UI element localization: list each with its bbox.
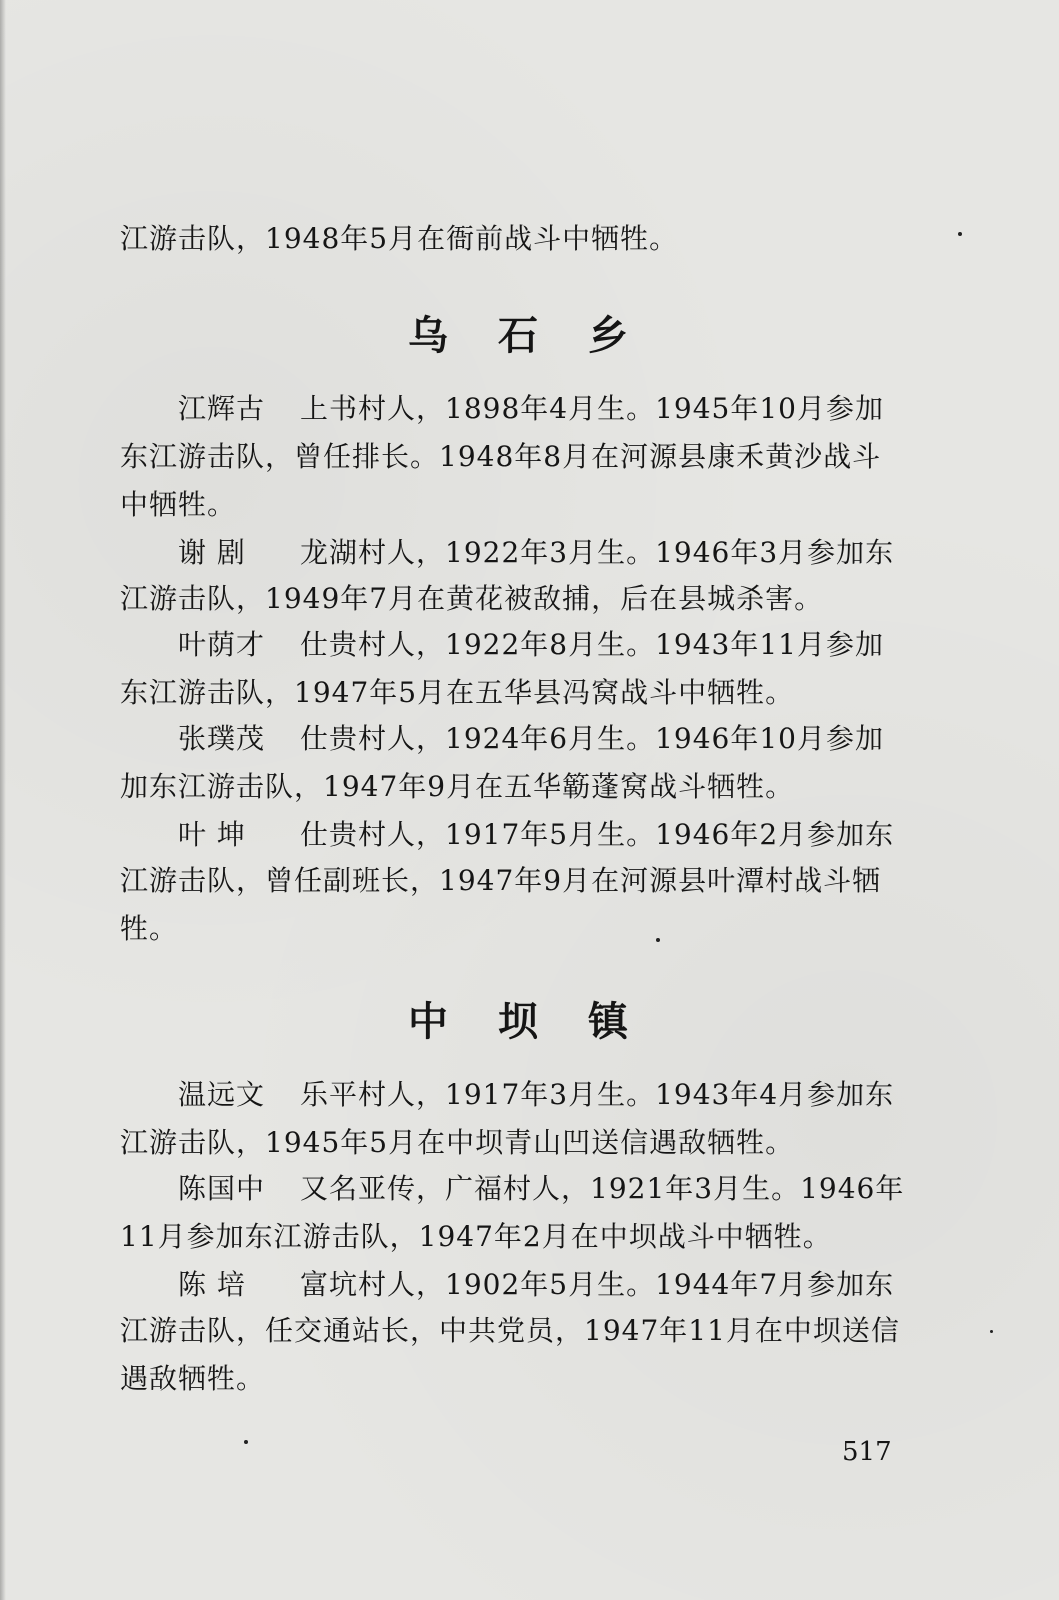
scan-speck [656, 938, 660, 942]
entry-line: 中牺牲。 [120, 488, 237, 521]
entry-line: 东江游击队，曾任排长。1948年8月在河源县康禾黄沙战斗 [120, 440, 882, 473]
entry-first-line [178, 1268, 894, 1302]
entry-line: 江游击队，1945年5月在中坝青山凹送信遇敌牺牲。 [120, 1126, 795, 1159]
entry-first-line [178, 392, 884, 426]
entry-text: 又名亚传，广福村人，1921年3月生。1946年 [300, 1172, 905, 1205]
entry-first-line [178, 628, 884, 662]
entry-name: 陈国中 [178, 1172, 266, 1205]
binding-edge-shadow [0, 0, 6, 1600]
entry-text: 仕贵村人，1922年8月生。1943年11月参加 [300, 628, 884, 661]
scan-speck [244, 1440, 248, 1444]
entry-line: 11月参加东江游击队，1947年2月在中坝战斗中牺牲。 [120, 1220, 832, 1253]
entry-text: 乐平村人，1917年3月生。1943年4月参加东 [300, 1078, 895, 1111]
entry-name: 谢 剧 [178, 536, 246, 569]
entry-line: 东江游击队，1947年5月在五华县冯窝战斗中牺牲。 [120, 676, 795, 709]
section-heading-zhongba: 中坝镇 [408, 998, 678, 1045]
entry-name: 张璞茂 [178, 722, 266, 755]
entry-name: 叶荫才 [178, 628, 266, 661]
entry-name: 江辉古 [178, 392, 266, 425]
entry-line: 江游击队，曾任副班长，1947年9月在河源县叶潭村战斗牺 [120, 864, 882, 897]
entry-text: 上书村人，1898年4月生。1945年10月参加 [300, 392, 884, 425]
entry-first-line [178, 818, 894, 852]
entry-line: 江游击队，任交通站长，中共党员，1947年11月在中坝送信 [120, 1314, 900, 1347]
entry-text: 富坑村人，1902年5月生。1944年7月参加东 [300, 1268, 895, 1301]
entry-text: 仕贵村人，1917年5月生。1946年2月参加东 [300, 818, 895, 851]
entry-text: 仕贵村人，1924年6月生。1946年10月参加 [300, 722, 884, 755]
continuation-line: 江游击队，1948年5月在衙前战斗中牺牲。 [120, 222, 679, 255]
scan-speck [990, 1330, 993, 1333]
entry-name: 陈 培 [178, 1268, 246, 1301]
entry-line: 加东江游击队，1947年9月在五华簕蓬窝战斗牺牲。 [120, 770, 795, 803]
entry-line: 牲。 [120, 912, 179, 945]
entry-line: 江游击队，1949年7月在黄花被敌捕，后在县城杀害。 [120, 582, 824, 615]
entry-line: 遇敌牺牲。 [120, 1362, 266, 1395]
entry-name: 叶 坤 [178, 818, 246, 851]
entry-first-line [178, 1078, 894, 1112]
entry-first-line [178, 536, 894, 570]
page-number: 517 [842, 1437, 892, 1467]
section-heading-wushi: 乌石乡 [408, 312, 678, 359]
entry-first-line [178, 722, 884, 756]
entry-name: 温远文 [178, 1078, 266, 1111]
scan-speck [958, 232, 962, 236]
entry-text: 龙湖村人，1922年3月生。1946年3月参加东 [300, 536, 895, 569]
entry-first-line [178, 1172, 904, 1206]
